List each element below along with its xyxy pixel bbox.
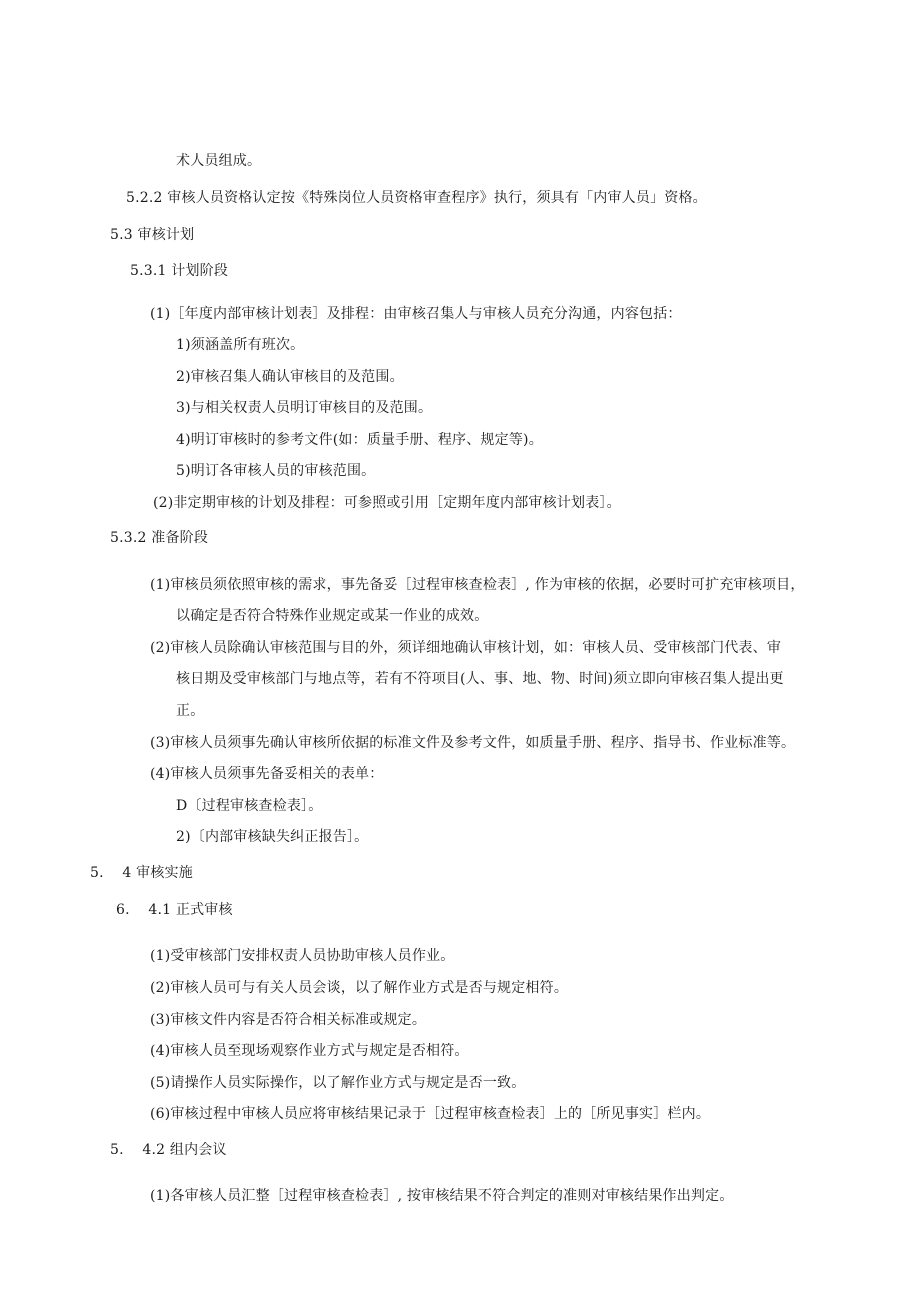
text-line: 术人员组成。 bbox=[176, 153, 262, 169]
heading-5-4: 5. 4 审核实施 bbox=[90, 865, 193, 881]
list-item: (6)审核过程中审核人员应将审核结果记录于［过程审核查检表］上的［所见事实］栏内。 bbox=[150, 1106, 711, 1122]
list-item: 2)审核召集人确认审核目的及范围。 bbox=[176, 369, 404, 385]
heading-5-3: 5.3 审核计划 bbox=[110, 227, 195, 243]
list-item: 4)明订审核时的参考文件(如：质量手册、程序、规定等)。 bbox=[176, 432, 543, 448]
list-item: (2)审核人员可与有关人员会谈，以了解作业方式是否与规定相符。 bbox=[150, 980, 569, 996]
list-item: (4)审核人员至现场观察作业方式与规定是否相符。 bbox=[150, 1043, 469, 1059]
list-item: (1)受审核部门安排权责人员协助审核人员作业。 bbox=[150, 948, 455, 964]
list-item: (5)请操作人员实际操作，以了解作业方式与规定是否一致。 bbox=[150, 1075, 526, 1091]
list-item: 1)须涵盖所有班次。 bbox=[176, 337, 305, 353]
list-item: (1)各审核人员汇整［过程审核查检表］, 按审核结果不符合判定的准则对审核结果作出判定。 bbox=[150, 1188, 734, 1204]
list-item: (3)审核文件内容是否符合相关标准或规定。 bbox=[150, 1012, 427, 1028]
list-item: 5)明订各审核人员的审核范围。 bbox=[176, 463, 376, 479]
list-item: 2)〔内部审核缺失纠正报告］。 bbox=[176, 829, 369, 845]
list-item: (4)审核人员须事先备妥相关的表单： bbox=[150, 766, 384, 782]
section-5-2-2: 5.2.2 审核人员资格认定按《特殊岗位人员资格审查程序》执行，须具有「内审人员」资格。 bbox=[126, 190, 707, 206]
list-item-continuation: 正。 bbox=[176, 703, 205, 719]
list-item: (1)［年度内部审核计划表］及排程：由审核召集人与审核人员充分沟通，内容包括： bbox=[150, 306, 682, 322]
list-item: (3)审核人员须事先确认审核所依据的标准文件及参考文件，如质量手册、程序、指导书、作业标准等。 bbox=[150, 735, 796, 751]
list-item: (2)审核人员除确认审核范围与目的外，须详细地确认审核计划，如：审核人员、受审核部门代表、审 bbox=[150, 640, 782, 656]
list-item-continuation: 以确定是否符合特殊作业规定或某一作业的成效。 bbox=[176, 608, 489, 624]
list-item: 3)与相关权责人员明订审核目的及范围。 bbox=[176, 400, 433, 416]
list-item: D〔过程审核查检表］。 bbox=[176, 798, 323, 814]
heading-4-2: 5. 4.2 组内会议 bbox=[110, 1142, 227, 1158]
list-item: (1)审核员须依照审核的需求，事先备妥［过程审核查检表］, 作为审核的依据，必要时可扩充审核项目， bbox=[150, 577, 805, 593]
list-item: (2)非定期审核的计划及排程：可参照或引用［定期年度内部审核计划表］。 bbox=[153, 495, 621, 511]
list-item-continuation: 核日期及受审核部门与地点等，若有不符项目(人、事、地、物、时间)须立即向审核召集人提出更 bbox=[176, 671, 784, 687]
heading-5-3-1: 5.3.1 计划阶段 bbox=[130, 263, 229, 279]
heading-4-1: 6. 4.1 正式审核 bbox=[116, 902, 233, 918]
heading-5-3-2: 5.3.2 准备阶段 bbox=[110, 530, 209, 546]
